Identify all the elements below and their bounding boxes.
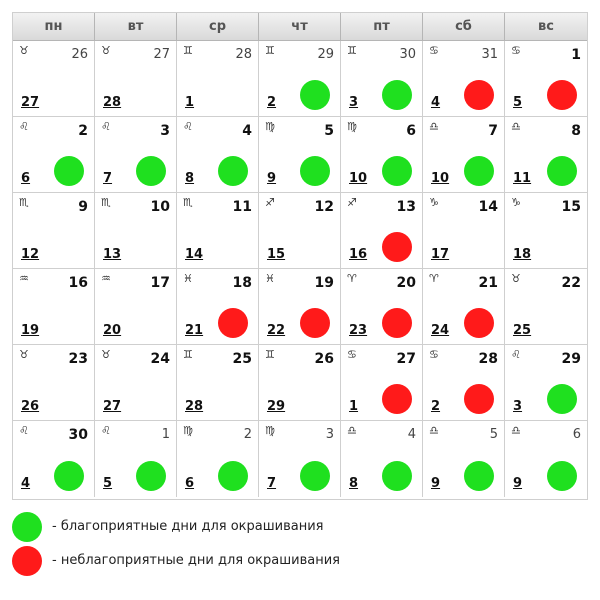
zodiac-sign-icon: ♏	[101, 196, 111, 209]
zodiac-sign-icon: ♒	[101, 272, 111, 285]
calendar-day-number: 29	[561, 351, 581, 367]
calendar-day-number: 6	[406, 123, 416, 139]
zodiac-sign-icon: ♓	[183, 272, 193, 285]
day-cell	[259, 421, 341, 497]
calendar-day-number: 19	[314, 275, 334, 291]
lunar-day-number: 9	[267, 171, 277, 186]
weekday-header: пн	[13, 13, 95, 41]
day-cell	[259, 269, 341, 345]
lunar-day-number: 15	[267, 247, 286, 262]
lunar-day-number: 16	[349, 247, 368, 262]
day-cell	[341, 269, 423, 345]
zodiac-sign-icon: ♎	[511, 120, 521, 133]
lunar-day-number: 21	[185, 323, 204, 338]
calendar-day-number: 12	[314, 199, 334, 215]
weekday-header: вс	[505, 13, 587, 41]
lunar-day-number: 13	[103, 247, 122, 262]
weekday-header: вт	[95, 13, 177, 41]
day-cell	[505, 345, 587, 421]
lunar-day-number: 23	[349, 323, 368, 338]
lunar-day-number: 4	[21, 476, 31, 491]
lunar-day-number: 29	[267, 399, 286, 414]
calendar-day-number: 31	[481, 47, 498, 62]
zodiac-sign-icon: ♍	[265, 120, 275, 133]
calendar-day-number: 17	[150, 275, 170, 291]
zodiac-sign-icon: ♋	[429, 44, 439, 57]
day-cell	[423, 41, 505, 117]
zodiac-sign-icon: ♉	[101, 44, 111, 57]
unfavorable-day-dot-icon	[464, 80, 494, 110]
lunar-day-number: 14	[185, 247, 204, 262]
zodiac-sign-icon: ♊	[183, 348, 193, 361]
lunar-day-number: 24	[431, 323, 450, 338]
calendar-day-number: 1	[161, 427, 170, 442]
calendar-day-number: 24	[150, 351, 170, 367]
calendar-day-number: 2	[78, 123, 88, 139]
weekday-header: сб	[423, 13, 505, 41]
day-cell	[177, 41, 259, 117]
day-cell	[423, 117, 505, 193]
lunar-day-number: 9	[431, 476, 441, 491]
lunar-day-number: 3	[513, 399, 523, 414]
lunar-day-number: 18	[513, 247, 532, 262]
day-cell	[177, 117, 259, 193]
favorable-day-dot-icon	[54, 156, 84, 186]
hair-coloring-calendar	[12, 12, 588, 500]
lunar-day-number: 22	[267, 323, 286, 338]
lunar-day-number: 9	[513, 476, 523, 491]
lunar-day-number: 7	[267, 476, 277, 491]
favorable-day-dot-icon	[136, 461, 166, 491]
lunar-day-number: 8	[349, 476, 359, 491]
favorable-day-dot-icon	[300, 461, 330, 491]
zodiac-sign-icon: ♈	[429, 272, 439, 285]
calendar-day-number: 3	[160, 123, 170, 139]
day-cell	[13, 345, 95, 421]
lunar-day-number: 17	[431, 247, 450, 262]
calendar-day-number: 14	[478, 199, 498, 215]
day-cell	[505, 41, 587, 117]
day-cell	[95, 41, 177, 117]
calendar-day-number: 6	[572, 427, 581, 442]
lunar-day-number: 2	[267, 95, 277, 110]
unfavorable-day-dot-icon	[464, 308, 494, 338]
calendar-day-number: 23	[68, 351, 88, 367]
zodiac-sign-icon: ♍	[183, 424, 193, 437]
unfavorable-day-dot-icon	[300, 308, 330, 338]
zodiac-sign-icon: ♏	[19, 196, 29, 209]
weekday-header-row	[13, 13, 587, 41]
lunar-day-number: 28	[185, 399, 204, 414]
calendar-day-number: 26	[71, 47, 88, 62]
weekday-header: чт	[259, 13, 341, 41]
calendar-day-number: 8	[571, 123, 581, 139]
lunar-day-number: 20	[103, 323, 122, 338]
day-cell	[13, 269, 95, 345]
calendar-day-number: 3	[325, 427, 334, 442]
favorable-day-dot-icon	[218, 461, 248, 491]
day-cell	[423, 193, 505, 269]
day-cell	[13, 117, 95, 193]
day-cell	[341, 41, 423, 117]
calendar-day-number: 27	[396, 351, 416, 367]
favorable-day-dot-icon	[547, 461, 577, 491]
calendar-day-number: 27	[153, 47, 170, 62]
day-cell	[505, 269, 587, 345]
calendar-day-number: 9	[78, 199, 88, 215]
zodiac-sign-icon: ♉	[19, 44, 29, 57]
lunar-day-number: 10	[431, 171, 450, 186]
zodiac-sign-icon: ♈	[347, 272, 357, 285]
legend-unfavorable-text: - неблагоприятные дни для окрашивания	[52, 553, 340, 568]
zodiac-sign-icon: ♉	[511, 272, 521, 285]
calendar-day-number: 11	[232, 199, 252, 215]
zodiac-sign-icon: ♒	[19, 272, 29, 285]
favorable-dot-icon	[12, 512, 42, 542]
day-cell	[95, 269, 177, 345]
favorable-day-dot-icon	[547, 156, 577, 186]
day-cell	[95, 421, 177, 497]
zodiac-sign-icon: ♌	[19, 424, 29, 437]
favorable-day-dot-icon	[464, 156, 494, 186]
calendar-day-number: 2	[243, 427, 252, 442]
zodiac-sign-icon: ♌	[183, 120, 193, 133]
calendar-day-number: 18	[232, 275, 252, 291]
legend-favorable-text: - благоприятные дни для окрашивания	[52, 519, 324, 534]
day-cell	[177, 193, 259, 269]
day-cell	[423, 345, 505, 421]
day-cell	[95, 193, 177, 269]
zodiac-sign-icon: ♉	[19, 348, 29, 361]
zodiac-sign-icon: ♊	[347, 44, 357, 57]
calendar-day-number: 4	[407, 427, 416, 442]
zodiac-sign-icon: ♋	[347, 348, 357, 361]
lunar-day-number: 6	[185, 476, 195, 491]
lunar-day-number: 25	[513, 323, 532, 338]
calendar-day-number: 22	[561, 275, 581, 291]
zodiac-sign-icon: ♎	[347, 424, 357, 437]
zodiac-sign-icon: ♏	[183, 196, 193, 209]
calendar-day-number: 5	[489, 427, 498, 442]
favorable-day-dot-icon	[300, 156, 330, 186]
zodiac-sign-icon: ♊	[265, 44, 275, 57]
calendar-day-number: 20	[396, 275, 416, 291]
calendar-day-number: 28	[235, 47, 252, 62]
day-cell	[341, 345, 423, 421]
favorable-day-dot-icon	[218, 156, 248, 186]
favorable-day-dot-icon	[300, 80, 330, 110]
favorable-day-dot-icon	[382, 461, 412, 491]
zodiac-sign-icon: ♊	[265, 348, 275, 361]
zodiac-sign-icon: ♌	[101, 424, 111, 437]
zodiac-sign-icon: ♐	[347, 196, 357, 209]
unfavorable-day-dot-icon	[382, 308, 412, 338]
day-cell	[259, 117, 341, 193]
day-cell	[259, 345, 341, 421]
day-cell	[505, 421, 587, 497]
lunar-day-number: 8	[185, 171, 195, 186]
calendar-day-number: 7	[488, 123, 498, 139]
day-cell	[341, 193, 423, 269]
favorable-day-dot-icon	[382, 80, 412, 110]
calendar-day-number: 21	[478, 275, 498, 291]
lunar-day-number: 7	[103, 171, 113, 186]
weekday-header: ср	[177, 13, 259, 41]
lunar-day-number: 19	[21, 323, 40, 338]
day-cell	[13, 193, 95, 269]
unfavorable-day-dot-icon	[464, 384, 494, 414]
day-cell	[13, 421, 95, 497]
day-cell	[423, 421, 505, 497]
lunar-day-number: 5	[513, 95, 523, 110]
unfavorable-day-dot-icon	[218, 308, 248, 338]
day-cell	[423, 269, 505, 345]
favorable-day-dot-icon	[382, 156, 412, 186]
day-cell	[177, 269, 259, 345]
legend-unfavorable	[12, 546, 412, 576]
unfavorable-dot-icon	[12, 546, 42, 576]
unfavorable-day-dot-icon	[382, 384, 412, 414]
day-cell	[505, 117, 587, 193]
lunar-day-number: 27	[21, 95, 40, 110]
day-cell	[13, 41, 95, 117]
zodiac-sign-icon: ♌	[101, 120, 111, 133]
day-cell	[341, 421, 423, 497]
calendar-day-number: 26	[314, 351, 334, 367]
day-cell	[95, 117, 177, 193]
calendar-day-number: 5	[324, 123, 334, 139]
favorable-day-dot-icon	[54, 461, 84, 491]
zodiac-sign-icon: ♐	[265, 196, 275, 209]
calendar-day-number: 10	[150, 199, 170, 215]
calendar-day-number: 30	[399, 47, 416, 62]
day-cell	[177, 421, 259, 497]
weekday-header: пт	[341, 13, 423, 41]
unfavorable-day-dot-icon	[382, 232, 412, 262]
legend-favorable	[12, 512, 412, 542]
calendar-day-number: 30	[68, 427, 88, 443]
lunar-day-number: 6	[21, 171, 31, 186]
zodiac-sign-icon: ♌	[19, 120, 29, 133]
zodiac-sign-icon: ♉	[101, 348, 111, 361]
day-cell	[259, 193, 341, 269]
lunar-day-number: 11	[513, 171, 532, 186]
unfavorable-day-dot-icon	[547, 80, 577, 110]
zodiac-sign-icon: ♍	[265, 424, 275, 437]
zodiac-sign-icon: ♑	[511, 196, 521, 209]
lunar-day-number: 26	[21, 399, 40, 414]
calendar-day-number: 15	[561, 199, 581, 215]
day-cell	[259, 41, 341, 117]
zodiac-sign-icon: ♎	[429, 120, 439, 133]
lunar-day-number: 3	[349, 95, 359, 110]
lunar-day-number: 2	[431, 399, 441, 414]
zodiac-sign-icon: ♓	[265, 272, 275, 285]
calendar-day-number: 25	[232, 351, 252, 367]
zodiac-sign-icon: ♌	[511, 348, 521, 361]
calendar-day-number: 16	[68, 275, 88, 291]
favorable-day-dot-icon	[136, 156, 166, 186]
lunar-day-number: 10	[349, 171, 368, 186]
favorable-day-dot-icon	[464, 461, 494, 491]
lunar-day-number: 12	[21, 247, 40, 262]
zodiac-sign-icon: ♊	[183, 44, 193, 57]
zodiac-sign-icon: ♎	[429, 424, 439, 437]
zodiac-sign-icon: ♋	[429, 348, 439, 361]
calendar-day-number: 4	[242, 123, 252, 139]
day-cell	[341, 117, 423, 193]
calendar-day-number: 13	[396, 199, 416, 215]
calendar-day-number: 1	[571, 47, 581, 63]
lunar-day-number: 1	[185, 95, 195, 110]
lunar-day-number: 28	[103, 95, 122, 110]
day-cell	[95, 345, 177, 421]
lunar-day-number: 27	[103, 399, 122, 414]
zodiac-sign-icon: ♑	[429, 196, 439, 209]
calendar-day-number: 29	[317, 47, 334, 62]
lunar-day-number: 5	[103, 476, 113, 491]
zodiac-sign-icon: ♋	[511, 44, 521, 57]
lunar-day-number: 4	[431, 95, 441, 110]
favorable-day-dot-icon	[547, 384, 577, 414]
calendar-day-number: 28	[478, 351, 498, 367]
day-cell	[177, 345, 259, 421]
day-cell	[505, 193, 587, 269]
zodiac-sign-icon: ♍	[347, 120, 357, 133]
lunar-day-number: 1	[349, 399, 359, 414]
zodiac-sign-icon: ♎	[511, 424, 521, 437]
